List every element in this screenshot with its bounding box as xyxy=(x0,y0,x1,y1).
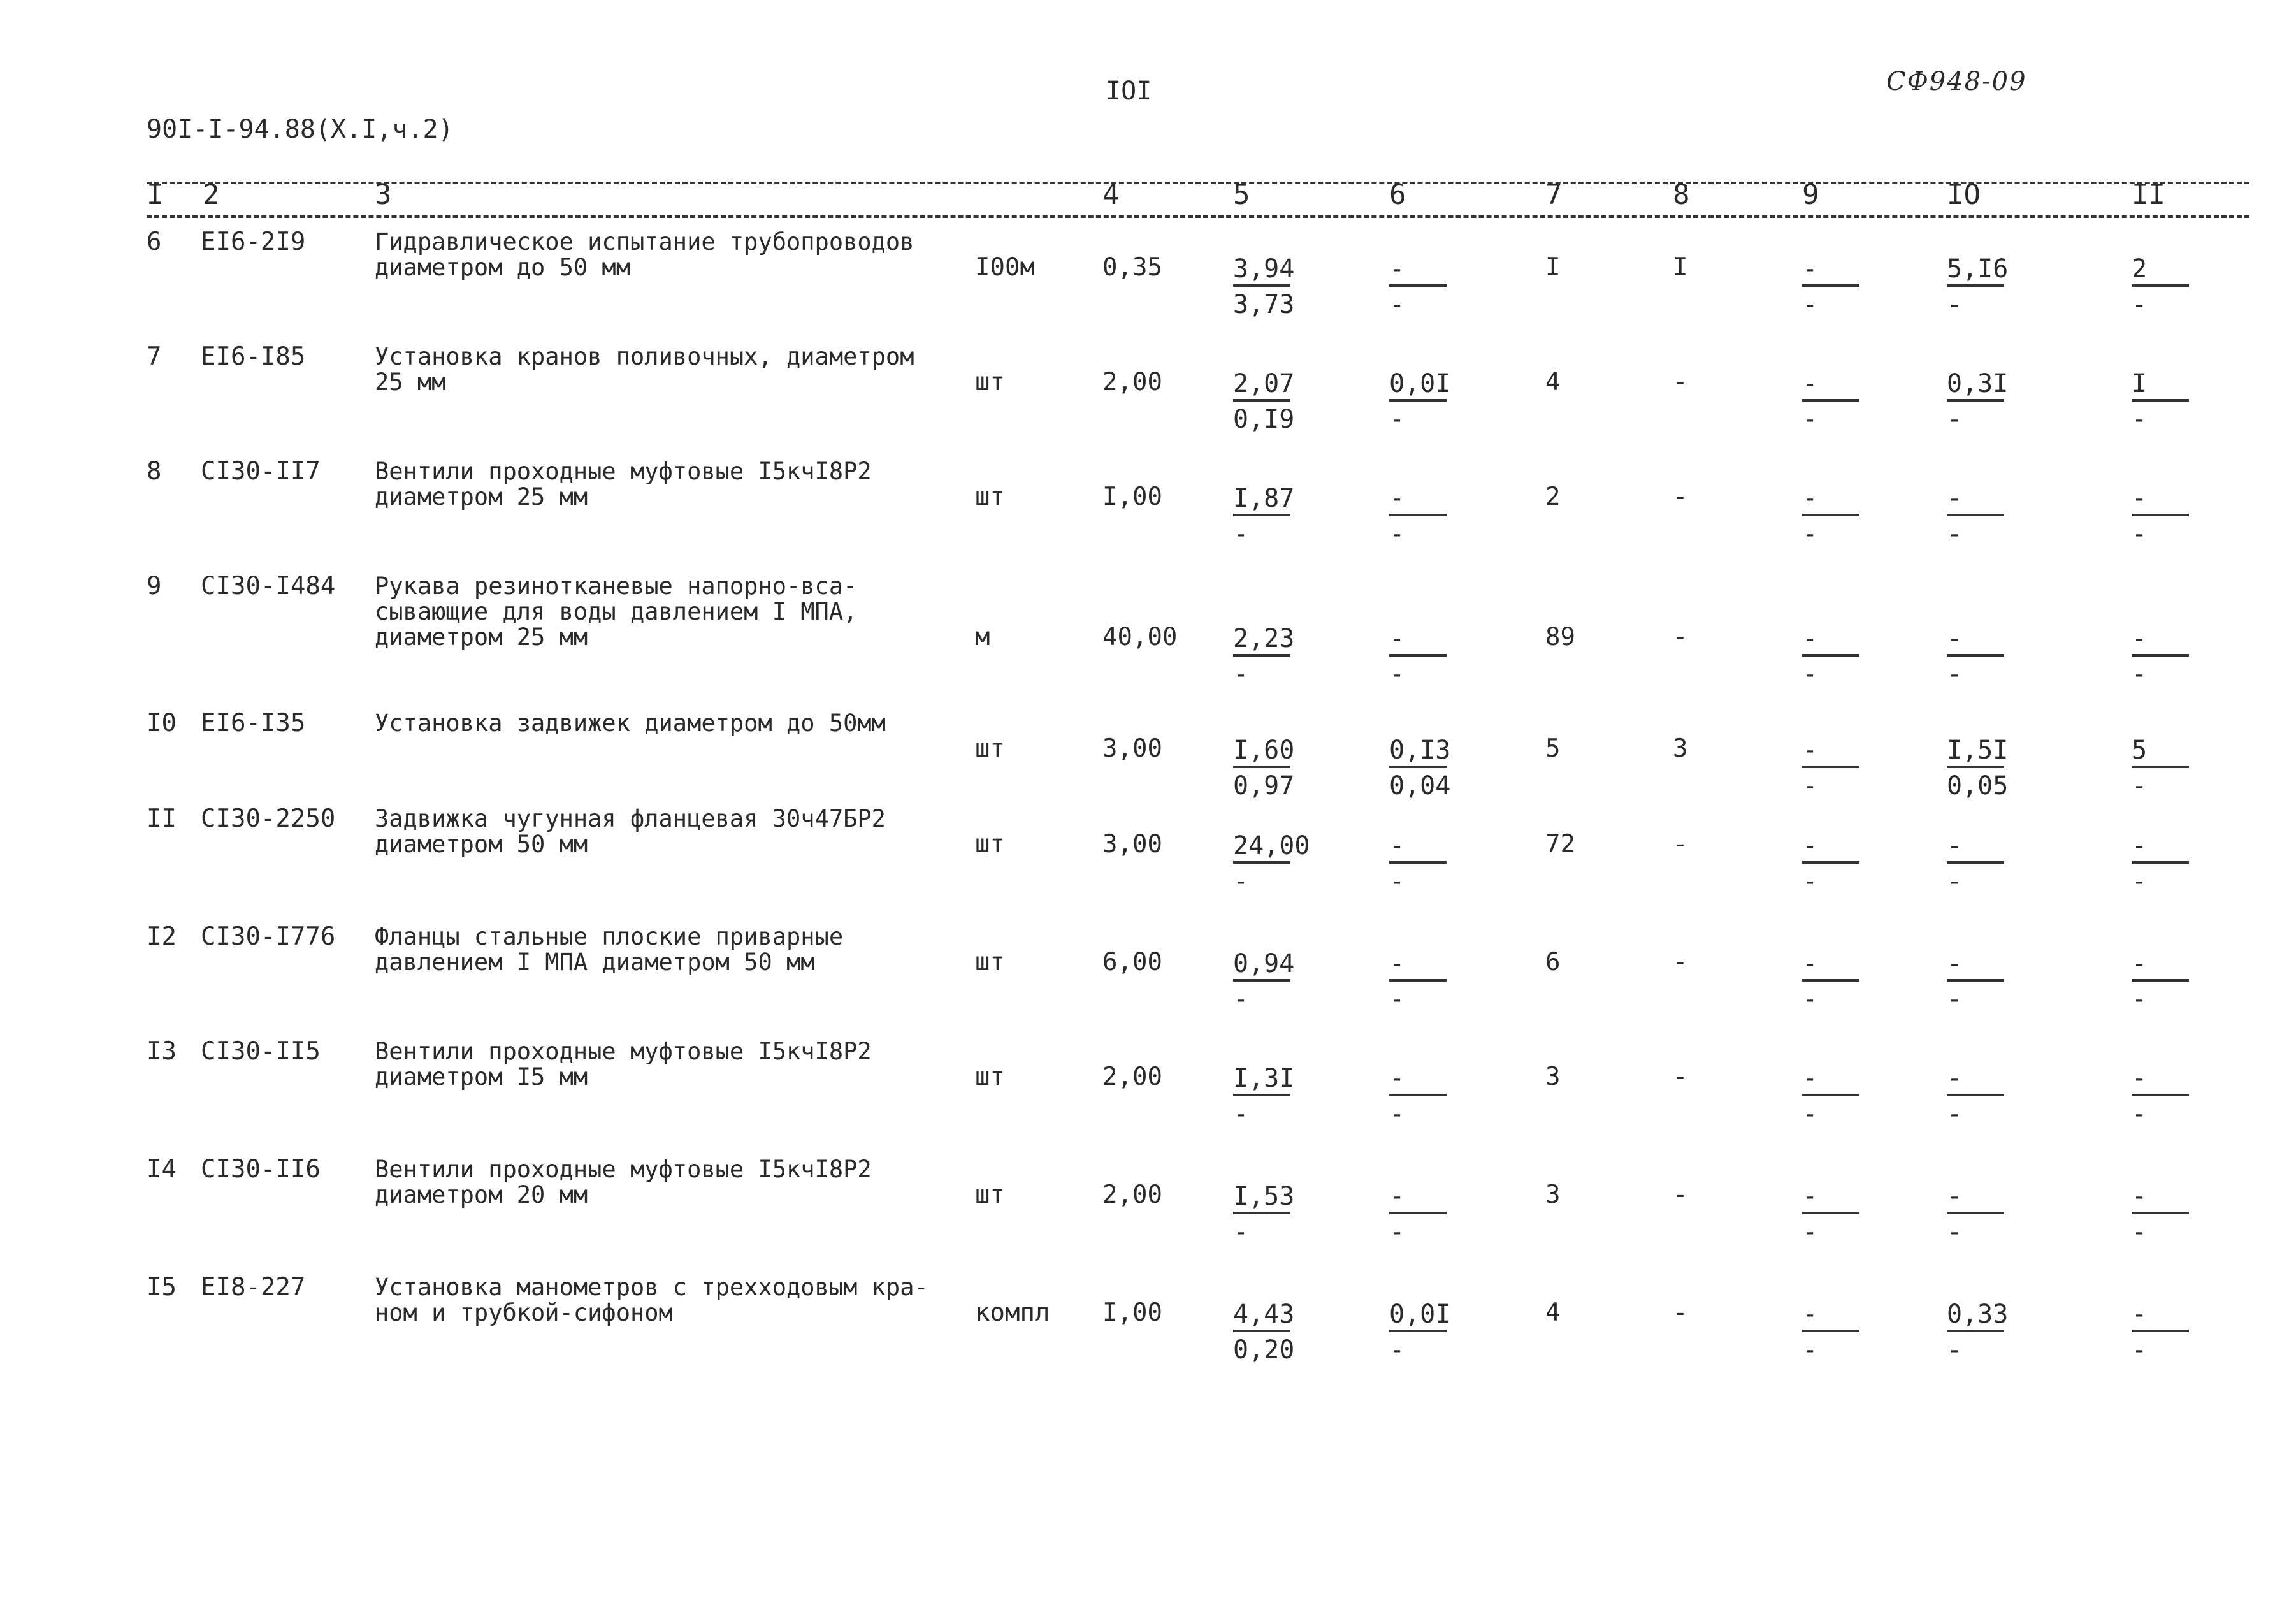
col5-value xyxy=(1233,950,1303,1013)
row-number: 9 xyxy=(147,572,162,600)
c6-numerator: - xyxy=(1389,624,1405,653)
col5-value xyxy=(1233,1300,1303,1364)
c5-numerator: I,87 xyxy=(1233,484,1295,513)
c11-numerator: - xyxy=(2132,1064,2148,1093)
col7-value: 2 xyxy=(1545,483,1561,511)
c5-numerator: 3,94 xyxy=(1233,254,1295,284)
col5-value xyxy=(1233,255,1303,319)
col9-value xyxy=(1802,832,1872,896)
c11-denominator: - xyxy=(2132,519,2148,549)
col6-value xyxy=(1389,1064,1459,1128)
c5-numerator: I,53 xyxy=(1233,1182,1295,1211)
col11-value xyxy=(2132,736,2202,800)
col9-value xyxy=(1802,736,1872,800)
c5-numerator: 4,43 xyxy=(1233,1300,1295,1329)
c11-fraction-bar xyxy=(2132,1212,2189,1214)
column-header-10: IO xyxy=(1947,178,1981,211)
col6-value xyxy=(1389,625,1459,688)
c11-denominator: - xyxy=(2132,290,2148,319)
row-number: I3 xyxy=(147,1037,177,1066)
c11-fraction-bar xyxy=(2132,284,2189,287)
c9-denominator: - xyxy=(1802,771,1818,801)
c11-fraction-bar xyxy=(2132,654,2189,657)
col10-value xyxy=(1947,1182,2017,1246)
c11-numerator: - xyxy=(2132,831,2148,860)
c6-numerator: 0,0I xyxy=(1389,1300,1451,1329)
c5-denominator: 0,I9 xyxy=(1233,405,1295,434)
unit: шт xyxy=(975,1063,1005,1091)
c5-fraction-bar xyxy=(1233,1212,1290,1214)
c5-denominator: - xyxy=(1233,867,1249,896)
unit: шт xyxy=(975,948,1005,976)
c10-numerator: 0,33 xyxy=(1947,1300,2009,1329)
col6-value xyxy=(1389,255,1459,319)
c11-denominator: - xyxy=(2132,985,2148,1014)
c11-denominator: - xyxy=(2132,1217,2148,1247)
c5-fraction-bar xyxy=(1233,766,1290,768)
c6-denominator: - xyxy=(1389,867,1405,896)
c6-numerator: 0,I3 xyxy=(1389,736,1451,765)
c5-denominator: - xyxy=(1233,1100,1249,1129)
col7-value: 3 xyxy=(1545,1063,1561,1091)
quantity: 2,00 xyxy=(1102,1180,1162,1209)
c5-fraction-bar xyxy=(1233,654,1290,657)
col9-value xyxy=(1802,950,1872,1013)
c10-denominator: 0,05 xyxy=(1947,771,2009,801)
col9-value xyxy=(1802,370,1872,433)
col7-value: 89 xyxy=(1545,623,1575,651)
c10-fraction-bar xyxy=(1947,1094,2004,1096)
col5-value xyxy=(1233,1064,1303,1128)
col10-value xyxy=(1947,1300,2017,1364)
c10-fraction-bar xyxy=(1947,654,2004,657)
c9-numerator: - xyxy=(1802,254,1818,284)
unit: шт xyxy=(975,1180,1005,1209)
c10-numerator: - xyxy=(1947,484,1963,513)
col6-value xyxy=(1389,950,1459,1013)
col6-value xyxy=(1389,1300,1459,1364)
c11-denominator: - xyxy=(2132,867,2148,896)
c5-denominator: - xyxy=(1233,1217,1249,1247)
c5-denominator: - xyxy=(1233,519,1249,549)
document-code: 90I-I-94.88(X.I,ч.2) xyxy=(147,115,454,144)
quantity: 2,00 xyxy=(1102,1063,1162,1091)
c6-denominator: - xyxy=(1389,1100,1405,1129)
c6-fraction-bar xyxy=(1389,1330,1447,1332)
c9-numerator: - xyxy=(1802,949,1818,978)
c11-denominator: - xyxy=(2132,1100,2148,1129)
work-description: Установка задвижек диаметром до 50мм xyxy=(375,709,886,737)
col6-value xyxy=(1389,484,1459,548)
col5-value xyxy=(1233,831,1310,896)
c6-denominator: 0,04 xyxy=(1389,771,1451,801)
c9-fraction-bar xyxy=(1802,1330,1859,1332)
work-description: Вентили проходные муфтовые I5кчI8Р2 диаметром I5 мм xyxy=(375,1038,872,1091)
c5-fraction-bar xyxy=(1233,1330,1290,1332)
rate-code: CI30-II5 xyxy=(201,1037,321,1066)
quantity: 3,00 xyxy=(1102,830,1162,859)
c5-fraction-bar xyxy=(1233,284,1290,287)
c11-numerator: 5 xyxy=(2132,736,2148,765)
c6-fraction-bar xyxy=(1389,1094,1447,1096)
col9-value xyxy=(1802,1300,1872,1364)
c6-numerator: - xyxy=(1389,254,1405,284)
c9-denominator: - xyxy=(1802,867,1818,896)
col11-value xyxy=(2132,1182,2202,1246)
c5-numerator: 24,00 xyxy=(1233,831,1310,860)
row-number: I2 xyxy=(147,922,177,951)
col11-value xyxy=(2132,625,2202,688)
c10-denominator: - xyxy=(1947,1100,1963,1129)
c10-denominator: - xyxy=(1947,660,1963,689)
c5-numerator: 2,07 xyxy=(1233,369,1295,398)
row-number: II xyxy=(147,804,177,833)
col11-value xyxy=(2132,1300,2202,1364)
c5-fraction-bar xyxy=(1233,861,1290,864)
column-header-9: 9 xyxy=(1802,178,1819,211)
c10-fraction-bar xyxy=(1947,861,2004,864)
column-header-4: 4 xyxy=(1102,178,1120,211)
col9-value xyxy=(1802,1064,1872,1128)
col9-value xyxy=(1802,484,1872,548)
c6-fraction-bar xyxy=(1389,284,1447,287)
quantity: 0,35 xyxy=(1102,253,1162,282)
col8-value: - xyxy=(1673,948,1688,976)
quantity: 40,00 xyxy=(1102,623,1178,651)
col8-value: - xyxy=(1673,1063,1688,1091)
c10-fraction-bar xyxy=(1947,284,2004,287)
work-description: Рукава резинотканевые напорно-вса- сывающие для воды давлением I МПА, диаметром 25 мм xyxy=(375,572,858,651)
col8-value: - xyxy=(1673,623,1688,651)
col7-value: 4 xyxy=(1545,1298,1561,1327)
rate-code: CI30-I484 xyxy=(201,572,336,600)
c6-denominator: - xyxy=(1389,290,1405,319)
work-description: Задвижка чугунная фланцевая 30ч47БР2 диаметром 50 мм xyxy=(375,805,886,858)
col7-value: 3 xyxy=(1545,1180,1561,1209)
c9-numerator: - xyxy=(1802,1300,1818,1329)
c10-numerator: - xyxy=(1947,1182,1963,1211)
col11-value xyxy=(2132,255,2202,319)
col5-value xyxy=(1233,1182,1303,1246)
c10-fraction-bar xyxy=(1947,1212,2004,1214)
c9-numerator: - xyxy=(1802,1182,1818,1211)
col10-value xyxy=(1947,832,2017,896)
c6-numerator: - xyxy=(1389,949,1405,978)
row-number: I4 xyxy=(147,1155,177,1184)
work-description: Установка манометров с трехходовым кра- ном и трубкой-сифоном xyxy=(375,1274,928,1326)
c5-fraction-bar xyxy=(1233,1094,1290,1096)
c6-denominator: - xyxy=(1389,519,1405,549)
column-header-11: II xyxy=(2132,178,2165,211)
col10-value xyxy=(1947,1064,2017,1128)
table-header-rule-bottom xyxy=(147,215,2249,218)
quantity: I,00 xyxy=(1102,483,1162,511)
c5-numerator: 0,94 xyxy=(1233,949,1295,978)
c11-numerator: - xyxy=(2132,484,2148,513)
c9-fraction-bar xyxy=(1802,654,1859,657)
row-number: I0 xyxy=(147,709,177,737)
c11-numerator: - xyxy=(2132,949,2148,978)
c5-fraction-bar xyxy=(1233,514,1290,516)
rate-code: CI30-2250 xyxy=(201,804,336,833)
c6-denominator: - xyxy=(1389,405,1405,434)
col10-value xyxy=(1947,625,2017,688)
quantity: 6,00 xyxy=(1102,948,1162,976)
col10-value xyxy=(1947,736,2017,800)
col11-value xyxy=(2132,832,2202,896)
unit: м xyxy=(975,623,990,651)
c9-denominator: - xyxy=(1802,290,1818,319)
c6-fraction-bar xyxy=(1389,399,1447,402)
c10-denominator: - xyxy=(1947,1335,1963,1365)
col7-value: 72 xyxy=(1545,830,1575,859)
table-header-rule-top xyxy=(147,182,2249,184)
col11-value xyxy=(2132,370,2202,433)
c10-numerator: 0,3I xyxy=(1947,369,2009,398)
c9-denominator: - xyxy=(1802,519,1818,549)
c6-fraction-bar xyxy=(1389,861,1447,864)
c10-denominator: - xyxy=(1947,867,1963,896)
c6-fraction-bar xyxy=(1389,654,1447,657)
c5-denominator: 0,97 xyxy=(1233,771,1295,801)
c6-fraction-bar xyxy=(1389,1212,1447,1214)
col10-value xyxy=(1947,484,2017,548)
c9-denominator: - xyxy=(1802,1100,1818,1129)
c5-fraction-bar xyxy=(1233,979,1290,982)
rate-code: CI30-II6 xyxy=(201,1155,321,1184)
c9-fraction-bar xyxy=(1802,284,1859,287)
c11-denominator: - xyxy=(2132,405,2148,434)
c10-fraction-bar xyxy=(1947,1330,2004,1332)
col6-value xyxy=(1389,736,1459,800)
col9-value xyxy=(1802,255,1872,319)
quantity: 3,00 xyxy=(1102,734,1162,763)
unit: шт xyxy=(975,483,1005,511)
col7-value: I xyxy=(1545,253,1561,282)
c6-numerator: - xyxy=(1389,484,1405,513)
c11-numerator: - xyxy=(2132,624,2148,653)
col6-value xyxy=(1389,832,1459,896)
c10-denominator: - xyxy=(1947,519,1963,549)
c11-denominator: - xyxy=(2132,1335,2148,1365)
c10-numerator: - xyxy=(1947,1064,1963,1093)
c10-numerator: - xyxy=(1947,624,1963,653)
work-description: Вентили проходные муфтовые I5кчI8Р2 диаметром 20 мм xyxy=(375,1156,872,1209)
c11-numerator: - xyxy=(2132,1300,2148,1329)
c10-fraction-bar xyxy=(1947,979,2004,982)
col11-value xyxy=(2132,484,2202,548)
c9-numerator: - xyxy=(1802,484,1818,513)
c11-denominator: - xyxy=(2132,660,2148,689)
column-header-8: 8 xyxy=(1673,178,1690,211)
c10-fraction-bar xyxy=(1947,514,2004,516)
rate-code: EI6-I35 xyxy=(201,709,306,737)
c9-fraction-bar xyxy=(1802,514,1859,516)
c9-denominator: - xyxy=(1802,405,1818,434)
c6-numerator: - xyxy=(1389,1064,1405,1093)
c10-denominator: - xyxy=(1947,290,1963,319)
c6-fraction-bar xyxy=(1389,514,1447,516)
col8-value: I xyxy=(1673,253,1688,282)
work-description: Фланцы стальные плоские приварные давлением I МПА диаметром 50 мм xyxy=(375,923,844,976)
col5-value xyxy=(1233,736,1303,800)
quantity: 2,00 xyxy=(1102,368,1162,396)
c9-denominator: - xyxy=(1802,1217,1818,1247)
col7-value: 4 xyxy=(1545,368,1561,396)
row-number: 8 xyxy=(147,457,162,486)
c10-numerator: - xyxy=(1947,831,1963,860)
c9-denominator: - xyxy=(1802,1335,1818,1365)
work-description: Вентили проходные муфтовые I5кчI8Р2 диаметром 25 мм xyxy=(375,458,872,511)
c9-fraction-bar xyxy=(1802,861,1859,864)
c5-numerator: 2,23 xyxy=(1233,624,1295,653)
col9-value xyxy=(1802,1182,1872,1246)
c5-numerator: I,3I xyxy=(1233,1064,1295,1093)
c10-numerator: 5,I6 xyxy=(1947,254,2009,284)
c11-fraction-bar xyxy=(2132,514,2189,516)
c11-numerator: 2 xyxy=(2132,254,2148,284)
col8-value: - xyxy=(1673,483,1688,511)
row-number: 7 xyxy=(147,342,162,371)
c10-fraction-bar xyxy=(1947,766,2004,768)
c11-fraction-bar xyxy=(2132,1094,2189,1096)
c6-fraction-bar xyxy=(1389,979,1447,982)
unit: шт xyxy=(975,368,1005,396)
c5-denominator: 3,73 xyxy=(1233,290,1295,319)
c9-fraction-bar xyxy=(1802,766,1859,768)
column-header-2: 2 xyxy=(203,178,220,211)
col10-value xyxy=(1947,370,2017,433)
c11-fraction-bar xyxy=(2132,766,2189,768)
col11-value xyxy=(2132,950,2202,1013)
c10-denominator: - xyxy=(1947,985,1963,1014)
c9-fraction-bar xyxy=(1802,979,1859,982)
c11-denominator: - xyxy=(2132,771,2148,801)
rate-code: EI6-I85 xyxy=(201,342,306,371)
row-number: I5 xyxy=(147,1273,177,1302)
c11-numerator: - xyxy=(2132,1182,2148,1211)
c6-denominator: - xyxy=(1389,985,1405,1014)
c9-denominator: - xyxy=(1802,985,1818,1014)
c6-fraction-bar xyxy=(1389,766,1447,768)
col11-value xyxy=(2132,1064,2202,1128)
col6-value xyxy=(1389,1182,1459,1246)
column-header-7: 7 xyxy=(1545,178,1563,211)
c11-fraction-bar xyxy=(2132,979,2189,982)
c10-fraction-bar xyxy=(1947,399,2004,402)
c10-denominator: - xyxy=(1947,1217,1963,1247)
row-number: 6 xyxy=(147,228,162,256)
c11-fraction-bar xyxy=(2132,1330,2189,1332)
c9-numerator: - xyxy=(1802,624,1818,653)
col9-value xyxy=(1802,625,1872,688)
col8-value: 3 xyxy=(1673,734,1688,763)
work-description: Установка кранов поливочных, диаметром 25 мм xyxy=(375,343,914,396)
col8-value: - xyxy=(1673,830,1688,859)
col10-value xyxy=(1947,950,2017,1013)
c9-fraction-bar xyxy=(1802,1212,1859,1214)
col6-value xyxy=(1389,370,1459,433)
c6-denominator: - xyxy=(1389,660,1405,689)
col8-value: - xyxy=(1673,368,1688,396)
c5-denominator: 0,20 xyxy=(1233,1335,1295,1365)
col5-value xyxy=(1233,625,1303,688)
unit: I00м xyxy=(975,253,1035,282)
c9-numerator: - xyxy=(1802,831,1818,860)
c9-numerator: - xyxy=(1802,369,1818,398)
c6-denominator: - xyxy=(1389,1217,1405,1247)
c5-numerator: I,60 xyxy=(1233,736,1295,765)
c6-numerator: 0,0I xyxy=(1389,369,1451,398)
unit: шт xyxy=(975,734,1005,763)
c5-fraction-bar xyxy=(1233,399,1290,402)
col10-value xyxy=(1947,255,2017,319)
column-header-1: I xyxy=(147,178,164,211)
rate-code: EI6-2I9 xyxy=(201,228,306,256)
rate-code: CI30-II7 xyxy=(201,457,321,486)
col8-value: - xyxy=(1673,1298,1688,1327)
c11-fraction-bar xyxy=(2132,399,2189,402)
column-header-5: 5 xyxy=(1233,178,1250,211)
unit: шт xyxy=(975,830,1005,859)
page-number: IOI xyxy=(1106,76,1152,106)
c11-numerator: I xyxy=(2132,369,2148,398)
c10-denominator: - xyxy=(1947,405,1963,434)
c10-numerator: I,5I xyxy=(1947,736,2009,765)
work-description: Гидравлическое испытание трубопроводов диаметром до 50 мм xyxy=(375,228,914,281)
c9-fraction-bar xyxy=(1802,1094,1859,1096)
c6-numerator: - xyxy=(1389,831,1405,860)
col7-value: 6 xyxy=(1545,948,1561,976)
c9-numerator: - xyxy=(1802,1064,1818,1093)
col8-value: - xyxy=(1673,1180,1688,1209)
column-header-6: 6 xyxy=(1389,178,1406,211)
rate-code: EI8-227 xyxy=(201,1273,306,1302)
c5-denominator: - xyxy=(1233,985,1249,1014)
archive-stamp: СФ948-09 xyxy=(1886,67,2027,96)
c9-fraction-bar xyxy=(1802,399,1859,402)
quantity: I,00 xyxy=(1102,1298,1162,1327)
col7-value: 5 xyxy=(1545,734,1561,763)
rate-code: CI30-I776 xyxy=(201,922,336,951)
c9-numerator: - xyxy=(1802,736,1818,765)
col5-value xyxy=(1233,484,1303,548)
c6-numerator: - xyxy=(1389,1182,1405,1211)
unit: компл xyxy=(975,1298,1050,1327)
c5-denominator: - xyxy=(1233,660,1249,689)
c11-fraction-bar xyxy=(2132,861,2189,864)
column-header-3: 3 xyxy=(375,178,392,211)
c6-denominator: - xyxy=(1389,1335,1405,1365)
col5-value xyxy=(1233,370,1303,433)
c10-numerator: - xyxy=(1947,949,1963,978)
c9-denominator: - xyxy=(1802,660,1818,689)
